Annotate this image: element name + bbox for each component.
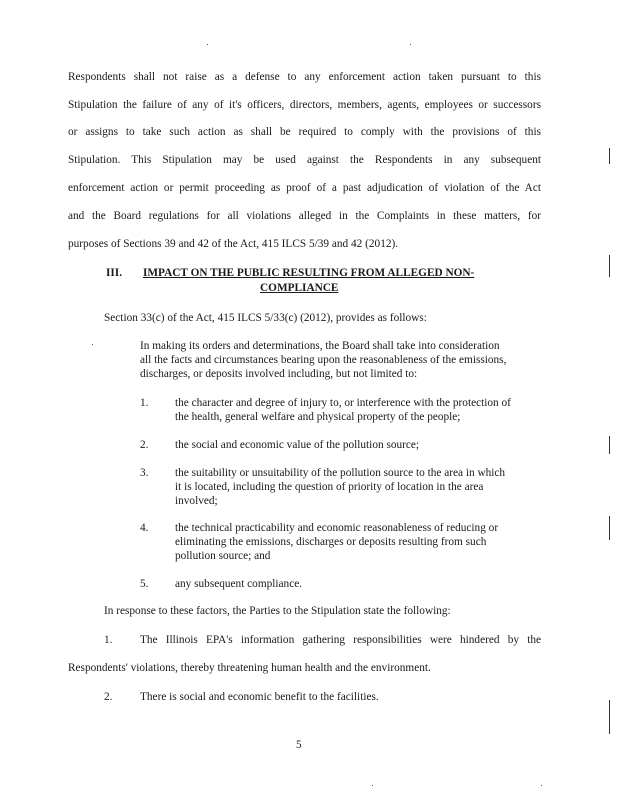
factor-text: any subsequent compliance.: [175, 578, 303, 590]
quote-line: In making its orders and determinations, the Board shall take into consideration: [140, 340, 500, 352]
scan-artifact-dot: [207, 44, 208, 45]
body-text-line: Respondents shall not raise as a defense to any enforcement action taken pursuant to this: [68, 71, 541, 83]
body-text-line: Stipulation the failure of any of it's officers, directors, members, agents, employees or successors: [68, 99, 541, 111]
factor-number: 3.: [140, 467, 149, 479]
factor-number: 1.: [140, 397, 149, 409]
body-text-line: Stipulation. This Stipulation may be used against the Respondents in any subsequent: [68, 154, 541, 166]
body-text-line: enforcement action or permit proceeding as proof of a past adjudication of violation of the Act: [68, 182, 541, 194]
scan-artifact-mark: [609, 255, 610, 277]
quote-line: all the facts and circumstances bearing upon the reasonableness of the emissions,: [140, 354, 507, 366]
quote-line: discharges, or deposits involved including, but not limited to:: [140, 368, 418, 380]
scan-artifact-dot: [541, 785, 542, 786]
section-number: III.: [106, 267, 123, 279]
scan-artifact-dot: [372, 785, 373, 786]
page-number: 5: [296, 739, 302, 751]
factor-text: involved;: [175, 495, 218, 507]
factor-text: eliminating the emissions, discharges or deposits resulting from such: [175, 536, 487, 548]
factor-text: the suitability or unsuitability of the pollution source to the area in which: [175, 467, 506, 479]
response-text: The Illinois EPA's information gathering responsibilities were hindered by the: [140, 634, 541, 646]
section-title: IMPACT ON THE PUBLIC RESULTING FROM ALLEGED NON-: [143, 267, 475, 279]
response-intro: In response to these factors, the Parties to the Stipulation state the following:: [104, 605, 451, 617]
response-text: Respondents' violations, thereby threatening human health and the environment.: [68, 662, 431, 674]
factor-number: 5.: [140, 578, 149, 590]
factor-text: it is located, including the question of priority of location in the area: [175, 481, 484, 493]
scan-artifact-mark: [609, 516, 610, 540]
factor-text: the technical practicability and economic reasonableness of reducing or: [175, 522, 499, 534]
factor-text: the health, general welfare and physical property of the people;: [175, 411, 461, 423]
scan-artifact-mark: [609, 436, 610, 454]
factor-text: the character and degree of injury to, or interference with the protection of: [175, 397, 511, 409]
scan-artifact-dot: [92, 344, 93, 345]
factor-text: pollution source; and: [175, 550, 271, 562]
response-number: 1.: [104, 634, 113, 646]
response-text: There is social and economic benefit to the facilities.: [140, 691, 379, 703]
section-title-continued: COMPLIANCE: [260, 282, 339, 294]
body-text-line: and the Board regulations for all violations alleged in the Complaints in these matters, for: [68, 210, 541, 222]
body-text-line: or assigns to take such action as shall be required to comply with the provisions of this: [68, 126, 541, 138]
body-text-line: purposes of Sections 39 and 42 of the Act, 415 ILCS 5/39 and 42 (2012).: [68, 238, 399, 250]
response-number: 2.: [104, 691, 113, 703]
factor-number: 4.: [140, 522, 149, 534]
lead-in-text: Section 33(c) of the Act, 415 ILCS 5/33(c) (2012), provides as follows:: [104, 312, 427, 324]
factor-text: the social and economic value of the pollution source;: [175, 439, 420, 451]
scan-artifact-dot: [410, 44, 411, 45]
scan-artifact-mark: [609, 700, 610, 734]
factor-number: 2.: [140, 439, 149, 451]
scan-artifact-mark: [609, 148, 610, 164]
